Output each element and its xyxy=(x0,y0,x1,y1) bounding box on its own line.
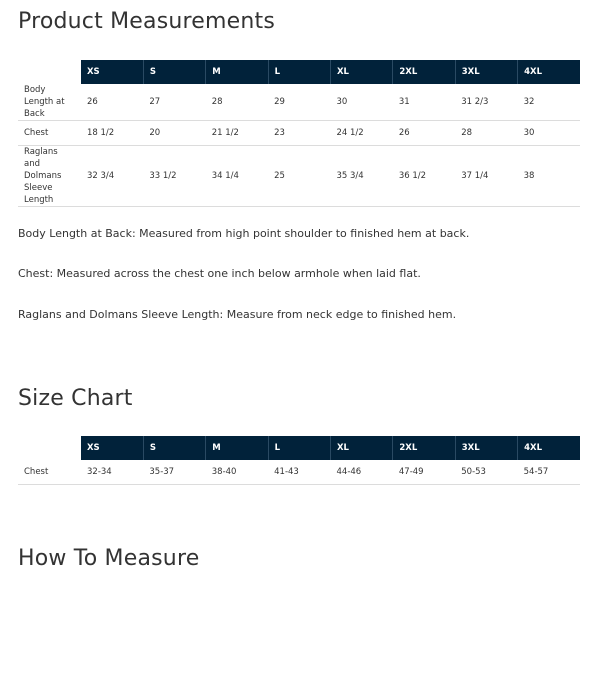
size-chart-header-row xyxy=(18,436,580,460)
table-cell: 29 xyxy=(268,84,330,121)
table-row-body-length xyxy=(18,84,580,121)
row-label-line: Sleeve xyxy=(24,183,53,193)
table-cell: 38-40 xyxy=(206,460,268,485)
row-label-line: Dolmans xyxy=(24,171,62,181)
table-cell: 41-43 xyxy=(268,460,330,485)
row-label-line: Length at xyxy=(24,97,65,107)
size-header-2xl: 2XL xyxy=(393,436,455,460)
table-cell: 31 xyxy=(393,84,455,121)
body-length-note: Body Length at Back: Measured from high point shoulder to finished hem at back. xyxy=(18,227,470,240)
table-cell: 26 xyxy=(393,121,455,146)
chest-note: Chest: Measured across the chest one inch below armhole when laid flat. xyxy=(18,267,421,280)
table-cell: 32 xyxy=(518,84,580,121)
row-label-line: Length xyxy=(24,195,54,205)
size-header-s: S xyxy=(143,436,205,460)
table-cell: 20 xyxy=(143,121,205,146)
table-cell: 28 xyxy=(455,121,517,146)
table-cell: 27 xyxy=(143,84,205,121)
product-measurements-title: Product Measurements xyxy=(18,9,276,34)
table-cell: 26 xyxy=(81,84,143,121)
size-header-2xl: 2XL xyxy=(393,60,455,84)
size-chart-table xyxy=(18,436,580,485)
table-cell: 47-49 xyxy=(393,460,455,485)
row-label-chest xyxy=(18,121,81,146)
table-cell: 35-37 xyxy=(143,460,205,485)
size-header-m: M xyxy=(206,60,268,84)
size-header-l: L xyxy=(268,60,330,84)
table-cell: 28 xyxy=(206,84,268,121)
size-header-l: L xyxy=(268,436,330,460)
table-cell: 25 xyxy=(268,146,330,207)
size-header-3xl: 3XL xyxy=(455,436,517,460)
table-cell: 37 1/4 xyxy=(455,146,517,207)
header-corner-cell xyxy=(18,436,81,460)
table-cell: 24 1/2 xyxy=(331,121,393,146)
row-label-line: Body xyxy=(24,85,46,95)
size-header-xs: XS xyxy=(81,436,143,460)
table-cell: 32 3/4 xyxy=(81,146,143,207)
header-corner-cell xyxy=(18,60,81,84)
table-row-chest-range xyxy=(18,460,580,485)
table-cell: 38 xyxy=(518,146,580,207)
size-header-4xl: 4XL xyxy=(518,60,580,84)
size-header-xl: XL xyxy=(331,60,393,84)
size-chart-title: Size Chart xyxy=(18,386,133,411)
measurements-header-row xyxy=(18,60,580,84)
table-cell: 31 2/3 xyxy=(455,84,517,121)
size-header-xl: XL xyxy=(331,436,393,460)
table-cell: 30 xyxy=(518,121,580,146)
table-cell: 30 xyxy=(331,84,393,121)
size-header-s: S xyxy=(143,60,205,84)
table-cell: 32-34 xyxy=(81,460,143,485)
size-header-3xl: 3XL xyxy=(455,60,517,84)
table-cell: 34 1/4 xyxy=(206,146,268,207)
how-to-measure-title: How To Measure xyxy=(18,546,200,571)
table-row-sleeve-length xyxy=(18,146,580,207)
table-cell: 18 1/2 xyxy=(81,121,143,146)
table-cell: 36 1/2 xyxy=(393,146,455,207)
row-label-chest: Chest xyxy=(18,460,81,485)
table-cell: 23 xyxy=(268,121,330,146)
size-header-xs: XS xyxy=(81,60,143,84)
table-cell: 44-46 xyxy=(331,460,393,485)
table-cell: 35 3/4 xyxy=(331,146,393,207)
table-cell: 21 1/2 xyxy=(206,121,268,146)
sleeve-length-note: Raglans and Dolmans Sleeve Length: Measure from neck edge to finished hem. xyxy=(18,308,457,321)
table-cell: 50-53 xyxy=(455,460,517,485)
row-label-body-length xyxy=(18,84,81,121)
size-header-m: M xyxy=(206,436,268,460)
row-label-sleeve-length xyxy=(18,146,81,207)
size-header-4xl: 4XL xyxy=(518,436,580,460)
product-measurements-table xyxy=(18,60,580,207)
row-label-line: Raglans xyxy=(24,147,58,157)
row-label-line: and xyxy=(24,159,40,169)
row-label-line: Chest xyxy=(24,128,49,138)
table-cell: 33 1/2 xyxy=(143,146,205,207)
table-row-chest xyxy=(18,121,580,146)
row-label-line: Back xyxy=(24,109,45,119)
table-cell: 54-57 xyxy=(518,460,580,485)
